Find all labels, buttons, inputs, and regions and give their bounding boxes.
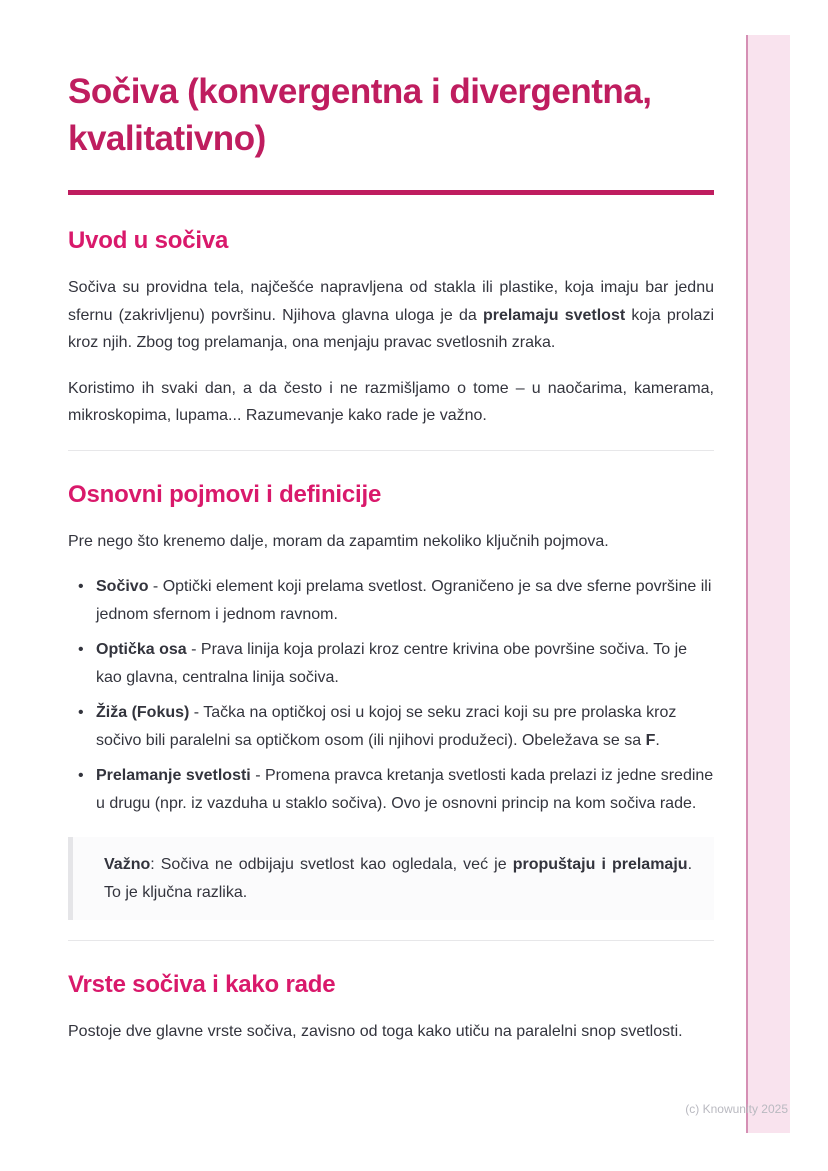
title-rule <box>68 190 714 195</box>
section-heading-pojmovi: Osnovni pojmovi i definicije <box>68 480 382 508</box>
terms-intro-paragraph: Pre nego što krenemo dalje, moram da zapamtim nekoliko ključnih pojmova. <box>68 532 609 550</box>
footer-credit: (c) Knowunity 2025 <box>685 1102 788 1116</box>
types-paragraph: Postoje dve glavne vrste sočiva, zavisno od toga kako utiču na paralelni snop svetlosti. <box>68 1023 683 1040</box>
page-edge-strip <box>746 35 790 1133</box>
list-item-ziza-fokus: • Žiža (Fokus) - Tačka na optičkoj osi u kojoj se seku zraci koji su pre prolaska kroz sočivo bili paralelni sa optičkom osom (ili njihovi produžeci). Obeležava se sa F. <box>68 699 714 754</box>
terms-list <box>68 573 714 817</box>
section-divider <box>68 450 714 451</box>
list-item-socivo: • Sočivo - Optički element koji prelama svetlost. Ograničeno je sa dve sferne površine ili jednom sfernom i jednom ravnom. <box>68 573 714 628</box>
section-divider <box>68 940 714 941</box>
intro-paragraph-2: Koristimo ih svaki dan, a da često i ne razmišljamo o tome – u naočarima, kamerama, mikroskopima, lupama... Razumevanje kako rade je važno. <box>68 379 714 424</box>
list-item-prelamanje-svetlosti: • Prelamanje svetlosti - Promena pravca kretanja svetlosti kada prelazi iz jedne sredine u drugu (npr. iz vazduha u staklo sočiva). Ovo je osnovni princip na kom sočiva rade. <box>68 762 714 817</box>
document-content <box>68 0 714 1064</box>
page-title: Sočiva (konvergentna i divergentna, kvalitativno) <box>68 72 652 158</box>
section-heading-vrste: Vrste sočiva i kako rade <box>68 971 336 998</box>
intro-paragraph-1: Sočiva su providna tela, najčešće napravljena od stakla ili plastike, koja imaju bar jednu sfernu (zakrivljenu) površinu. Njihova glavna uloga je da prelamaju svetlost koja prolazi kroz njih. Zbog tog prelamanja, ona menjaju pravac svetlosnih zraka. <box>68 279 715 351</box>
important-callout <box>68 837 714 920</box>
callout-text: Važno: Sočiva ne odbijaju svetlost kao ogledala, već je propuštaju i prelamaju. To je ključna razlika. <box>104 856 693 901</box>
list-item-opticka-osa: • Optička osa - Prava linija koja prolazi kroz centre krivina obe površine sočiva. To je kao glavna, centralna linija sočiva. <box>68 636 714 691</box>
section-heading-uvod: Uvod u sočiva <box>68 227 229 254</box>
